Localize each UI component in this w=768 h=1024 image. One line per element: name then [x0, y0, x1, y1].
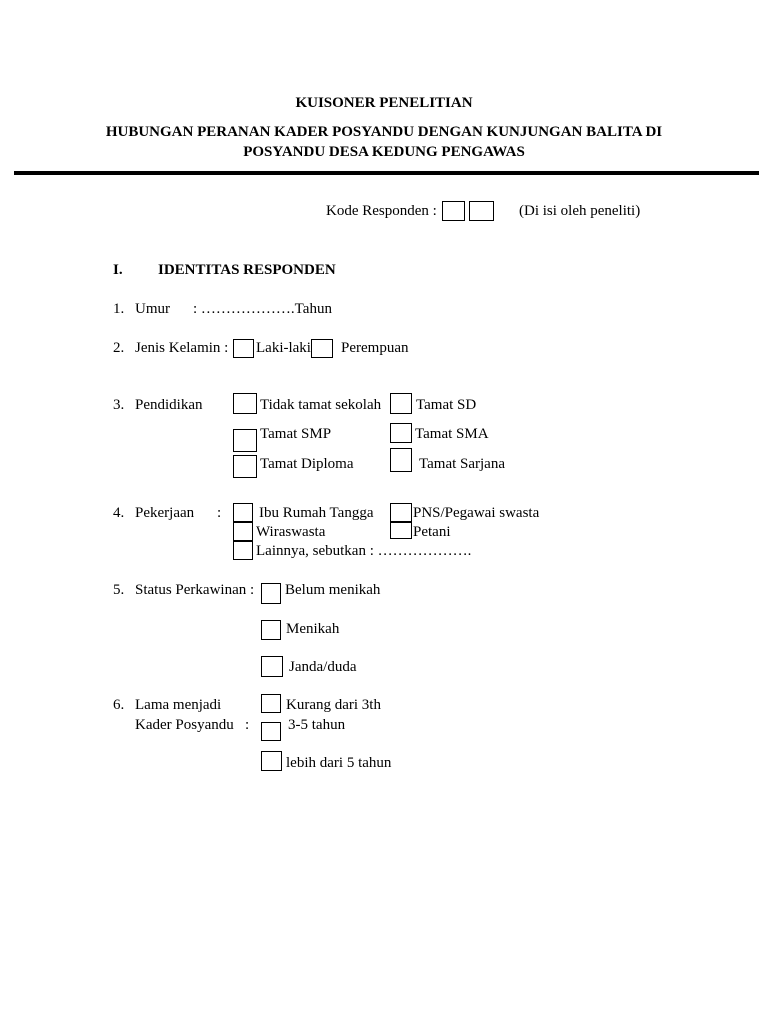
q1-number: 1. [113, 301, 125, 317]
section-title: IDENTITAS RESPONDEN [158, 262, 336, 278]
option-menikah: Menikah [286, 621, 340, 637]
q4-label: Pekerjaan [135, 505, 195, 521]
option-tamat-smp: Tamat SMP [260, 426, 332, 442]
checkbox-tamat-sma[interactable] [390, 423, 412, 443]
q6-label-line2: Kader Posyandu : [135, 717, 250, 733]
checkbox-ibu-rumah-tangga[interactable] [233, 503, 253, 522]
q1-answer-field[interactable]: : ……………….Tahun [193, 301, 332, 317]
kode-responden-box-1[interactable] [442, 201, 465, 221]
option-laki-laki: Laki-laki [256, 340, 311, 356]
q6-label-line1: Lama menjadi [135, 697, 222, 713]
option-wiraswasta: Wiraswasta [256, 524, 326, 540]
q5-label: Status Perkawinan : [135, 582, 255, 598]
kode-responden-label: Kode Responden : [326, 203, 437, 219]
checkbox-lainnya[interactable] [233, 541, 253, 560]
option-3-5-tahun: 3-5 tahun [288, 717, 346, 733]
checkbox-tamat-sd[interactable] [390, 393, 412, 414]
q3-number: 3. [113, 397, 125, 413]
option-tamat-diploma: Tamat Diploma [260, 456, 354, 472]
option-tamat-sarjana: Tamat Sarjana [419, 456, 505, 472]
checkbox-petani[interactable] [390, 522, 412, 539]
document-subtitle-line2: POSYANDU DESA KEDUNG PENGAWAS [243, 144, 525, 160]
q4-colon: : [217, 505, 222, 521]
q2-number: 2. [113, 340, 125, 356]
kode-responden-box-2[interactable] [469, 201, 494, 221]
document-title: KUISONER PENELITIAN [295, 95, 473, 111]
checkbox-perempuan[interactable] [311, 339, 333, 358]
checkbox-tamat-diploma[interactable] [233, 455, 257, 478]
checkbox-lebih-dari-5-tahun[interactable] [261, 751, 282, 771]
option-petani: Petani [413, 524, 451, 540]
checkbox-wiraswasta[interactable] [233, 522, 253, 541]
q2-label: Jenis Kelamin : [135, 340, 229, 356]
option-lebih-dari-5-tahun: lebih dari 5 tahun [286, 755, 392, 771]
checkbox-tidak-tamat-sekolah[interactable] [233, 393, 257, 414]
option-janda-duda: Janda/duda [289, 659, 357, 675]
checkbox-belum-menikah[interactable] [261, 583, 281, 604]
checkbox-kurang-dari-3th[interactable] [261, 694, 281, 713]
checkbox-tamat-smp[interactable] [233, 429, 257, 452]
q1-label: Umur [135, 301, 170, 317]
option-lainnya[interactable]: Lainnya, sebutkan : ………………. [256, 543, 472, 559]
checkbox-janda-duda[interactable] [261, 656, 283, 677]
checkbox-3-5-tahun[interactable] [261, 722, 281, 741]
checkbox-laki-laki[interactable] [233, 339, 254, 358]
option-ibu-rumah-tangga: Ibu Rumah Tangga [259, 505, 374, 521]
q3-label: Pendidikan [135, 397, 203, 413]
kode-responden-note: (Di isi oleh peneliti) [519, 203, 641, 219]
checkbox-tamat-sarjana[interactable] [390, 448, 412, 472]
document-subtitle-line1: HUBUNGAN PERANAN KADER POSYANDU DENGAN KUNJUNGAN BALITA DI [105, 124, 663, 140]
checkbox-menikah[interactable] [261, 620, 281, 640]
q6-number: 6. [113, 697, 125, 713]
header-divider [14, 171, 759, 175]
option-perempuan: Perempuan [341, 340, 409, 356]
q5-number: 5. [113, 582, 125, 598]
option-pns-pegawai-swasta: PNS/Pegawai swasta [413, 505, 540, 521]
q4-number: 4. [113, 505, 125, 521]
option-tidak-tamat-sekolah: Tidak tamat sekolah [260, 397, 382, 413]
option-kurang-dari-3th: Kurang dari 3th [286, 697, 381, 713]
option-tamat-sma: Tamat SMA [415, 426, 489, 442]
option-tamat-sd: Tamat SD [416, 397, 477, 413]
option-belum-menikah: Belum menikah [285, 582, 381, 598]
checkbox-pns-pegawai-swasta[interactable] [390, 503, 412, 522]
section-number: I. [113, 262, 123, 278]
